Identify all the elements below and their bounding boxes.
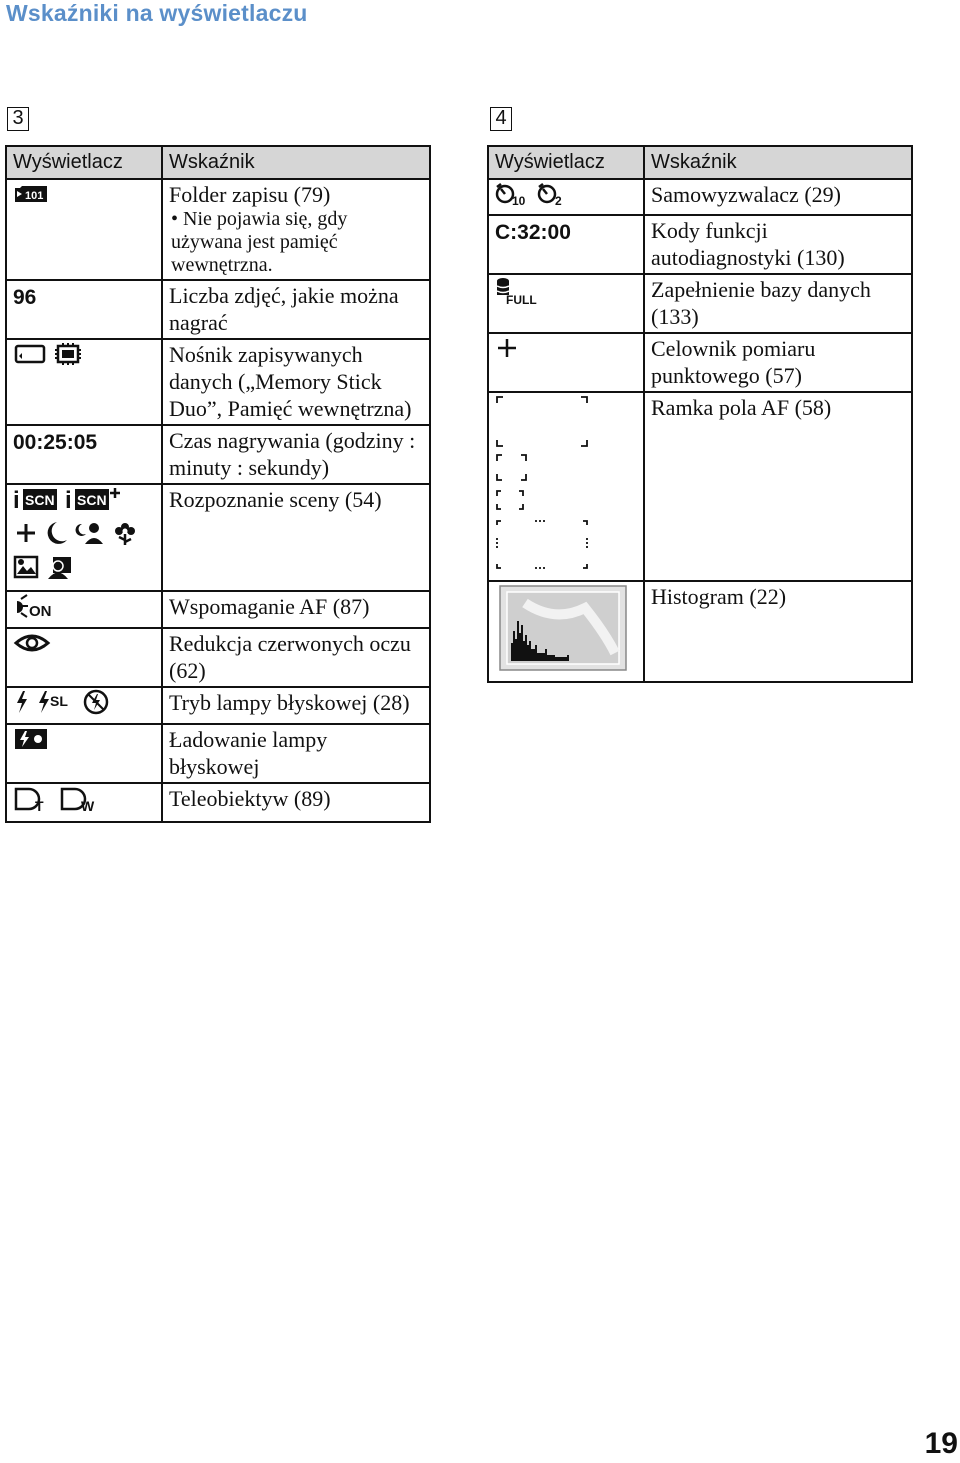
svg-text:FULL: FULL	[506, 292, 537, 306]
zoom-tele-icon	[13, 785, 53, 819]
svg-text:2: 2	[554, 193, 562, 206]
section-number-4: 4	[490, 107, 512, 131]
table-row	[6, 179, 430, 280]
svg-text:101: 101	[25, 190, 44, 203]
indicator-text: Ładowanie lampy błyskowej	[162, 724, 430, 783]
column-header-display: Wyświetlacz	[488, 146, 644, 179]
af-frame-icons	[495, 394, 595, 578]
indicator-text: Celownik pomiaru punktowego (57)	[644, 333, 912, 392]
backlight-plus-icon	[13, 520, 39, 554]
page-number: 19	[924, 1427, 958, 1460]
table-row	[488, 215, 912, 274]
indicator-note: • Nie pojawia się, gdy używana jest pamięć wewnętrzna.	[171, 208, 348, 276]
section-number-3: 3	[7, 107, 29, 131]
display-cell	[488, 333, 644, 392]
display-code: 00:25:05	[13, 431, 98, 454]
display-code: 96	[13, 286, 37, 309]
table-row	[488, 179, 912, 215]
display-cell	[488, 215, 644, 274]
display-code: C:32:00	[495, 220, 571, 244]
indicator-table-4	[487, 145, 913, 683]
twilight-portrait-icon	[74, 520, 104, 554]
display-cell	[6, 179, 162, 280]
column-header-indicator: Wskaźnik	[644, 146, 912, 179]
svg-text:10: 10	[512, 193, 526, 206]
af-illuminator-icon	[13, 593, 63, 625]
red-eye-icon	[13, 630, 51, 662]
display-cell	[488, 179, 644, 215]
table-row	[6, 628, 430, 687]
svg-text:i: i	[64, 487, 72, 512]
display-cell	[6, 724, 162, 783]
display-cell	[488, 274, 644, 333]
display-cell	[488, 581, 644, 682]
indicator-text: Zapełnienie bazy danych (133)	[644, 274, 912, 333]
table-row	[488, 274, 912, 333]
indicator-text: Kody funkcji autodiagnostyki (130)	[644, 215, 912, 274]
table-row	[6, 687, 430, 724]
self-timer-10-icon	[495, 182, 531, 212]
flash-slow-sync-icon	[37, 689, 77, 721]
svg-text:T: T	[35, 798, 44, 813]
indicator-text: Rozpoznanie sceny (54)	[162, 484, 430, 591]
twilight-moon-icon	[45, 520, 69, 554]
indicator-text: Samowyzwalacz (29)	[644, 179, 912, 215]
svg-text:SL: SL	[49, 693, 68, 709]
indicator-text: Teleobiektyw (89)	[162, 783, 430, 822]
column-header-display: Wyświetlacz	[6, 146, 162, 179]
table-row	[488, 581, 912, 682]
display-cell	[6, 425, 162, 484]
svg-text:W: W	[80, 798, 94, 813]
self-timer-2-icon	[537, 182, 567, 212]
macro-flower-icon	[110, 520, 140, 554]
indicator-text: Tryb lampy błyskowej (28)	[162, 687, 430, 724]
table-row	[6, 280, 430, 339]
indicator-text: Wspomaganie AF (87)	[162, 591, 430, 628]
internal-memory-icon	[53, 341, 83, 373]
display-cell	[6, 628, 162, 687]
svg-text:i: i	[13, 487, 20, 512]
table-row	[6, 425, 430, 484]
indicator-text: Folder zapisu (79)	[169, 182, 331, 207]
display-cell	[6, 280, 162, 339]
display-cell	[6, 687, 162, 724]
flash-off-icon	[82, 689, 110, 721]
display-cell	[488, 392, 644, 581]
spot-meter-crosshair-icon	[495, 336, 519, 366]
table-row	[488, 392, 912, 581]
landscape-backlight-icon	[13, 554, 39, 588]
column-header-indicator: Wskaźnik	[162, 146, 430, 179]
indicator-cell	[162, 179, 430, 280]
indicator-text: Ramka pola AF (58)	[644, 392, 912, 581]
table-row	[6, 591, 430, 628]
intelligent-scene-icon	[13, 486, 59, 520]
table-row	[6, 724, 430, 783]
svg-text:SCN: SCN	[76, 492, 107, 508]
indicator-text: Nośnik zapisywanych danych („Memory Stick Duo”, Pamięć wewnętrzna)	[162, 339, 430, 425]
flash-on-icon	[13, 689, 31, 721]
page-title: Wskaźniki na wyświetlaczu	[6, 0, 308, 26]
histogram-icon	[495, 583, 631, 679]
svg-text:SCN: SCN	[25, 492, 55, 508]
indicator-text: Redukcja czerwonych oczu (62)	[162, 628, 430, 687]
table-row	[6, 484, 430, 591]
flash-charging-icon	[13, 726, 49, 758]
display-cell	[6, 484, 162, 591]
database-full-icon	[495, 276, 539, 312]
display-cell	[6, 591, 162, 628]
table-row	[6, 783, 430, 822]
indicator-table-3	[5, 145, 431, 823]
display-cell	[6, 783, 162, 822]
table-row	[6, 339, 430, 425]
display-cell	[6, 339, 162, 425]
zoom-wide-icon	[59, 785, 103, 819]
table-row	[488, 333, 912, 392]
indicator-text: Liczba zdjęć, jakie można nagrać	[162, 280, 430, 339]
folder-101-icon	[13, 183, 49, 210]
indicator-text: Czas nagrywania (godziny : minuty : sekundy)	[162, 425, 430, 484]
svg-text:ON: ON	[29, 603, 52, 619]
intelligent-scene-advanced-icon	[65, 486, 123, 520]
memory-stick-icon	[13, 341, 47, 373]
indicator-text: Histogram (22)	[644, 581, 912, 682]
portrait-backlight-icon	[45, 554, 73, 588]
